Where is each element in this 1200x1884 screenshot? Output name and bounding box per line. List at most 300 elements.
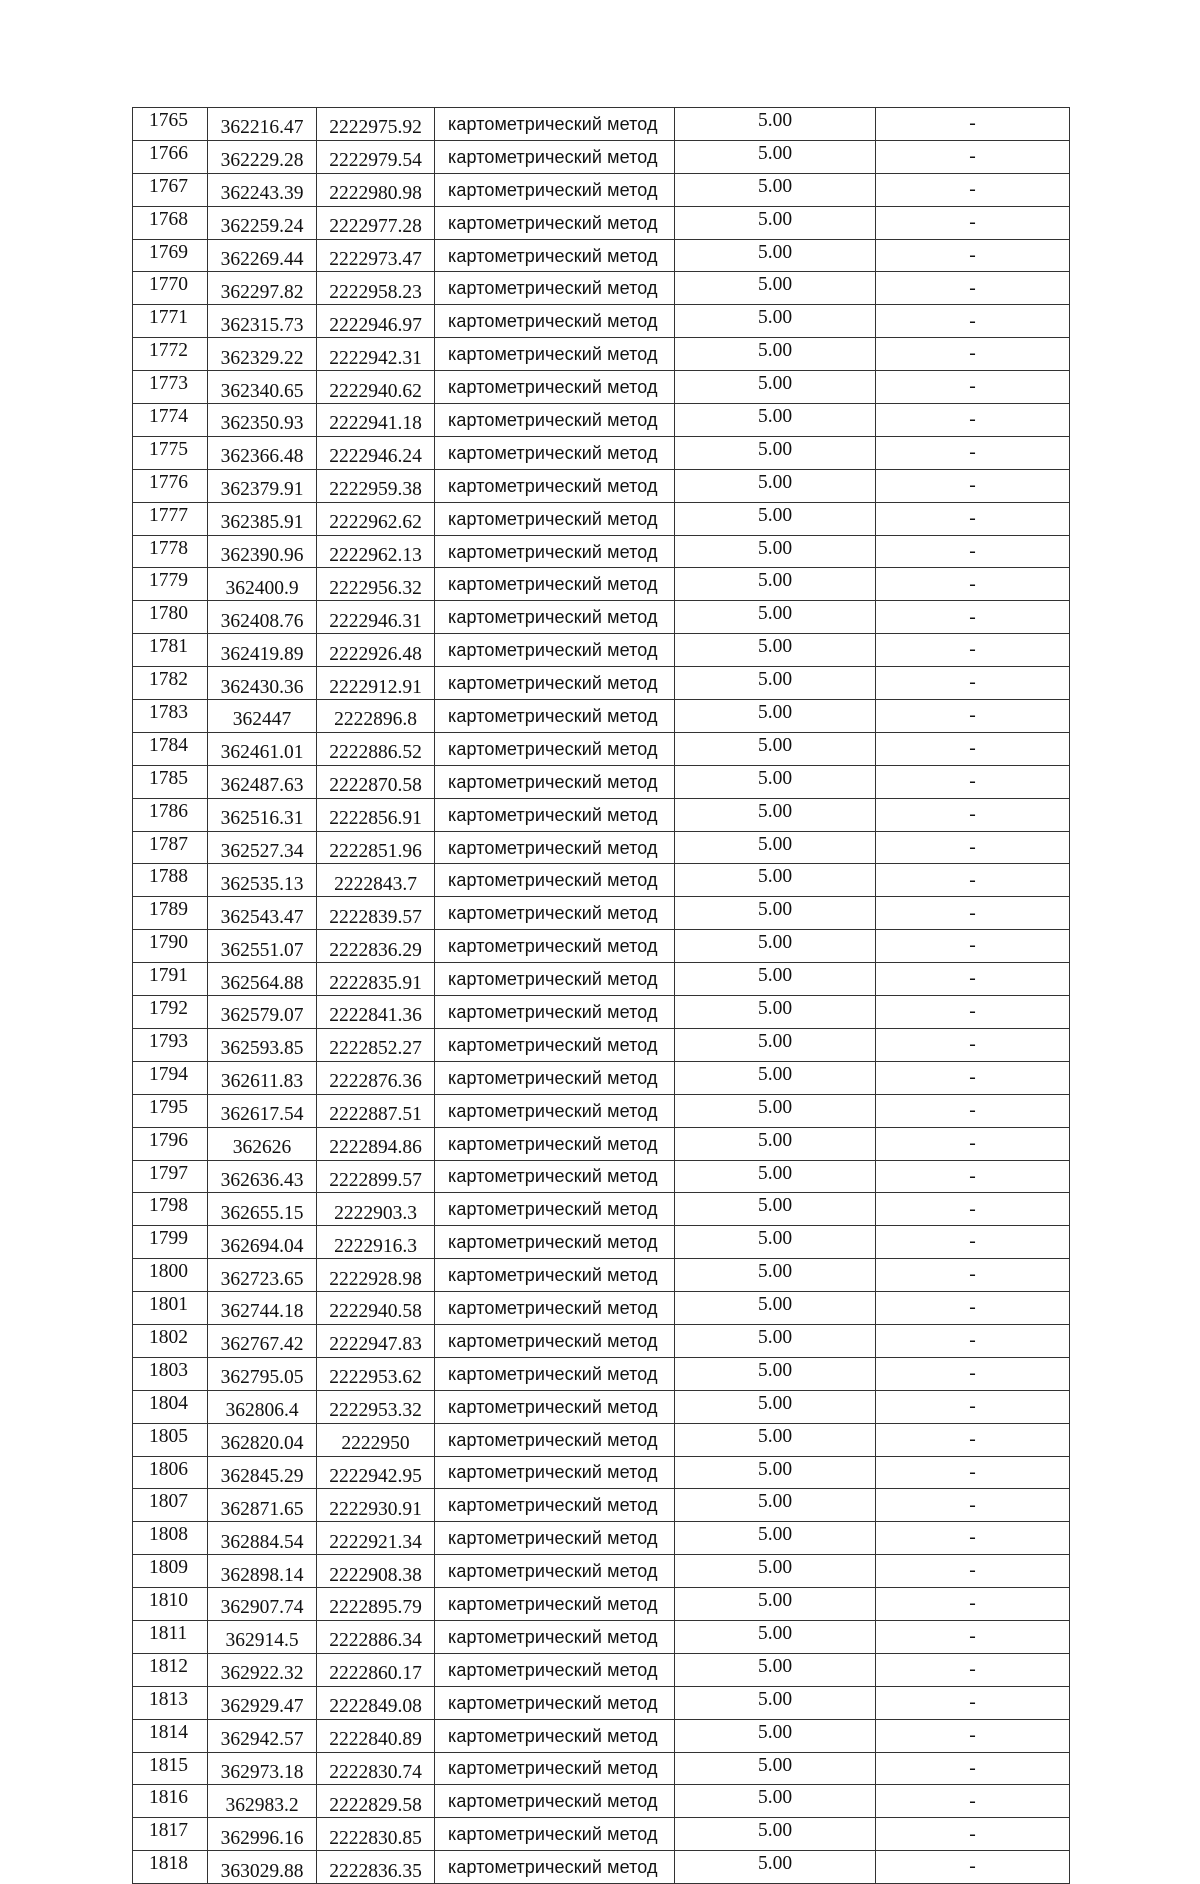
point-number-cell: 1791 xyxy=(133,963,208,996)
y-coordinate-cell: 2222852.27 xyxy=(317,1028,435,1061)
point-number-cell: 1766 xyxy=(133,140,208,173)
point-number-cell: 1790 xyxy=(133,930,208,963)
y-coordinate-cell: 2222942.31 xyxy=(317,338,435,371)
method-cell: картометрический метод xyxy=(435,1390,675,1423)
x-coordinate-cell: 362408.76 xyxy=(208,601,317,634)
method-cell: картометрический метод xyxy=(435,206,675,239)
y-coordinate-cell: 2222860.17 xyxy=(317,1653,435,1686)
table-row xyxy=(133,1719,1070,1752)
table-row xyxy=(133,239,1070,272)
method-cell: картометрический метод xyxy=(435,535,675,568)
point-number-cell: 1811 xyxy=(133,1620,208,1653)
description-cell: - xyxy=(876,1423,1070,1456)
precision-cell: 5.00 xyxy=(675,1752,876,1785)
description-cell: - xyxy=(876,897,1070,930)
x-coordinate-cell: 362390.96 xyxy=(208,535,317,568)
description-cell: - xyxy=(876,140,1070,173)
table-row xyxy=(133,173,1070,206)
description-cell: - xyxy=(876,1686,1070,1719)
precision-cell: 5.00 xyxy=(675,1785,876,1818)
description-cell: - xyxy=(876,1324,1070,1357)
precision-cell: 5.00 xyxy=(675,963,876,996)
point-number-cell: 1804 xyxy=(133,1390,208,1423)
point-number-cell: 1793 xyxy=(133,1028,208,1061)
method-cell: картометрический метод xyxy=(435,1160,675,1193)
table-row xyxy=(133,140,1070,173)
table-row xyxy=(133,1259,1070,1292)
description-cell: - xyxy=(876,732,1070,765)
y-coordinate-cell: 2222916.3 xyxy=(317,1226,435,1259)
precision-cell: 5.00 xyxy=(675,1259,876,1292)
table-row xyxy=(133,1160,1070,1193)
table-row xyxy=(133,1653,1070,1686)
point-number-cell: 1796 xyxy=(133,1127,208,1160)
y-coordinate-cell: 2222958.23 xyxy=(317,272,435,305)
precision-cell: 5.00 xyxy=(675,1390,876,1423)
description-cell: - xyxy=(876,1292,1070,1325)
method-cell: картометрический метод xyxy=(435,1719,675,1752)
table-row xyxy=(133,1390,1070,1423)
point-number-cell: 1797 xyxy=(133,1160,208,1193)
y-coordinate-cell: 2222835.91 xyxy=(317,963,435,996)
table-row xyxy=(133,272,1070,305)
x-coordinate-cell: 362626 xyxy=(208,1127,317,1160)
method-cell: картометрический метод xyxy=(435,173,675,206)
description-cell: - xyxy=(876,173,1070,206)
y-coordinate-cell: 2222980.98 xyxy=(317,173,435,206)
method-cell: картометрический метод xyxy=(435,996,675,1029)
y-coordinate-cell: 2222899.57 xyxy=(317,1160,435,1193)
x-coordinate-cell: 362579.07 xyxy=(208,996,317,1029)
precision-cell: 5.00 xyxy=(675,1094,876,1127)
table-row xyxy=(133,897,1070,930)
description-cell: - xyxy=(876,535,1070,568)
table-row xyxy=(133,732,1070,765)
method-cell: картометрический метод xyxy=(435,1818,675,1851)
description-cell: - xyxy=(876,798,1070,831)
point-number-cell: 1781 xyxy=(133,634,208,667)
y-coordinate-cell: 2222946.24 xyxy=(317,436,435,469)
method-cell: картометрический метод xyxy=(435,305,675,338)
y-coordinate-cell: 2222973.47 xyxy=(317,239,435,272)
point-number-cell: 1814 xyxy=(133,1719,208,1752)
table-row xyxy=(133,798,1070,831)
method-cell: картометрический метод xyxy=(435,1028,675,1061)
precision-cell: 5.00 xyxy=(675,239,876,272)
description-cell: - xyxy=(876,1061,1070,1094)
table-row xyxy=(133,667,1070,700)
method-cell: картометрический метод xyxy=(435,568,675,601)
precision-cell: 5.00 xyxy=(675,798,876,831)
x-coordinate-cell: 362366.48 xyxy=(208,436,317,469)
precision-cell: 5.00 xyxy=(675,535,876,568)
y-coordinate-cell: 2222856.91 xyxy=(317,798,435,831)
precision-cell: 5.00 xyxy=(675,305,876,338)
method-cell: картометрический метод xyxy=(435,1588,675,1621)
description-cell: - xyxy=(876,1390,1070,1423)
description-cell: - xyxy=(876,239,1070,272)
x-coordinate-cell: 362820.04 xyxy=(208,1423,317,1456)
x-coordinate-cell: 362694.04 xyxy=(208,1226,317,1259)
point-number-cell: 1765 xyxy=(133,108,208,141)
description-cell: - xyxy=(876,1028,1070,1061)
method-cell: картометрический метод xyxy=(435,667,675,700)
point-number-cell: 1785 xyxy=(133,765,208,798)
method-cell: картометрический метод xyxy=(435,1127,675,1160)
description-cell: - xyxy=(876,1588,1070,1621)
table-row xyxy=(133,1324,1070,1357)
method-cell: картометрический метод xyxy=(435,700,675,733)
x-coordinate-cell: 362655.15 xyxy=(208,1193,317,1226)
x-coordinate-cell: 363029.88 xyxy=(208,1851,317,1884)
precision-cell: 5.00 xyxy=(675,1851,876,1884)
point-number-cell: 1768 xyxy=(133,206,208,239)
x-coordinate-cell: 362243.39 xyxy=(208,173,317,206)
y-coordinate-cell: 2222946.97 xyxy=(317,305,435,338)
point-number-cell: 1776 xyxy=(133,469,208,502)
description-cell: - xyxy=(876,765,1070,798)
method-cell: картометрический метод xyxy=(435,1357,675,1390)
description-cell: - xyxy=(876,1620,1070,1653)
y-coordinate-cell: 2222849.08 xyxy=(317,1686,435,1719)
y-coordinate-cell: 2222962.62 xyxy=(317,502,435,535)
y-coordinate-cell: 2222836.35 xyxy=(317,1851,435,1884)
description-cell: - xyxy=(876,1555,1070,1588)
description-cell: - xyxy=(876,1522,1070,1555)
table-row xyxy=(133,502,1070,535)
y-coordinate-cell: 2222851.96 xyxy=(317,831,435,864)
table-row xyxy=(133,1851,1070,1884)
table-row xyxy=(133,404,1070,437)
table-row xyxy=(133,1818,1070,1851)
x-coordinate-cell: 362487.63 xyxy=(208,765,317,798)
precision-cell: 5.00 xyxy=(675,1061,876,1094)
y-coordinate-cell: 2222947.83 xyxy=(317,1324,435,1357)
point-number-cell: 1783 xyxy=(133,700,208,733)
method-cell: картометрический метод xyxy=(435,1522,675,1555)
y-coordinate-cell: 2222829.58 xyxy=(317,1785,435,1818)
table-row xyxy=(133,305,1070,338)
method-cell: картометрический метод xyxy=(435,765,675,798)
table-row xyxy=(133,996,1070,1029)
precision-cell: 5.00 xyxy=(675,1620,876,1653)
precision-cell: 5.00 xyxy=(675,1193,876,1226)
point-number-cell: 1777 xyxy=(133,502,208,535)
x-coordinate-cell: 362871.65 xyxy=(208,1489,317,1522)
precision-cell: 5.00 xyxy=(675,436,876,469)
method-cell: картометрический метод xyxy=(435,1785,675,1818)
method-cell: картометрический метод xyxy=(435,108,675,141)
table-row xyxy=(133,1555,1070,1588)
point-number-cell: 1795 xyxy=(133,1094,208,1127)
point-number-cell: 1800 xyxy=(133,1259,208,1292)
precision-cell: 5.00 xyxy=(675,667,876,700)
precision-cell: 5.00 xyxy=(675,272,876,305)
method-cell: картометрический метод xyxy=(435,1423,675,1456)
y-coordinate-cell: 2222830.74 xyxy=(317,1752,435,1785)
y-coordinate-cell: 2222962.13 xyxy=(317,535,435,568)
x-coordinate-cell: 362229.28 xyxy=(208,140,317,173)
table-row xyxy=(133,1752,1070,1785)
precision-cell: 5.00 xyxy=(675,108,876,141)
precision-cell: 5.00 xyxy=(675,404,876,437)
y-coordinate-cell: 2222894.86 xyxy=(317,1127,435,1160)
table-row xyxy=(133,436,1070,469)
precision-cell: 5.00 xyxy=(675,732,876,765)
x-coordinate-cell: 362329.22 xyxy=(208,338,317,371)
method-cell: картометрический метод xyxy=(435,502,675,535)
y-coordinate-cell: 2222942.95 xyxy=(317,1456,435,1489)
point-number-cell: 1816 xyxy=(133,1785,208,1818)
precision-cell: 5.00 xyxy=(675,1653,876,1686)
table-row xyxy=(133,1686,1070,1719)
table-row xyxy=(133,371,1070,404)
description-cell: - xyxy=(876,502,1070,535)
table-row xyxy=(133,1094,1070,1127)
point-number-cell: 1774 xyxy=(133,404,208,437)
y-coordinate-cell: 2222946.31 xyxy=(317,601,435,634)
precision-cell: 5.00 xyxy=(675,700,876,733)
x-coordinate-cell: 362543.47 xyxy=(208,897,317,930)
point-number-cell: 1773 xyxy=(133,371,208,404)
description-cell: - xyxy=(876,1127,1070,1160)
description-cell: - xyxy=(876,1259,1070,1292)
method-cell: картометрический метод xyxy=(435,1555,675,1588)
coordinates-table-body xyxy=(133,108,1070,1884)
point-number-cell: 1780 xyxy=(133,601,208,634)
y-coordinate-cell: 2222886.34 xyxy=(317,1620,435,1653)
description-cell: - xyxy=(876,1456,1070,1489)
x-coordinate-cell: 362744.18 xyxy=(208,1292,317,1325)
point-number-cell: 1772 xyxy=(133,338,208,371)
method-cell: картометрический метод xyxy=(435,930,675,963)
description-cell: - xyxy=(876,1489,1070,1522)
precision-cell: 5.00 xyxy=(675,897,876,930)
x-coordinate-cell: 362269.44 xyxy=(208,239,317,272)
method-cell: картометрический метод xyxy=(435,371,675,404)
precision-cell: 5.00 xyxy=(675,1719,876,1752)
point-number-cell: 1778 xyxy=(133,535,208,568)
description-cell: - xyxy=(876,963,1070,996)
y-coordinate-cell: 2222876.36 xyxy=(317,1061,435,1094)
description-cell: - xyxy=(876,469,1070,502)
point-number-cell: 1812 xyxy=(133,1653,208,1686)
point-number-cell: 1770 xyxy=(133,272,208,305)
description-cell: - xyxy=(876,601,1070,634)
point-number-cell: 1806 xyxy=(133,1456,208,1489)
x-coordinate-cell: 362723.65 xyxy=(208,1259,317,1292)
precision-cell: 5.00 xyxy=(675,1818,876,1851)
method-cell: картометрический метод xyxy=(435,272,675,305)
precision-cell: 5.00 xyxy=(675,831,876,864)
x-coordinate-cell: 362315.73 xyxy=(208,305,317,338)
description-cell: - xyxy=(876,1818,1070,1851)
precision-cell: 5.00 xyxy=(675,206,876,239)
precision-cell: 5.00 xyxy=(675,502,876,535)
y-coordinate-cell: 2222886.52 xyxy=(317,732,435,765)
precision-cell: 5.00 xyxy=(675,1522,876,1555)
x-coordinate-cell: 362636.43 xyxy=(208,1160,317,1193)
x-coordinate-cell: 362907.74 xyxy=(208,1588,317,1621)
x-coordinate-cell: 362430.36 xyxy=(208,667,317,700)
y-coordinate-cell: 2222953.62 xyxy=(317,1357,435,1390)
description-cell: - xyxy=(876,1193,1070,1226)
point-number-cell: 1813 xyxy=(133,1686,208,1719)
x-coordinate-cell: 362942.57 xyxy=(208,1719,317,1752)
x-coordinate-cell: 362535.13 xyxy=(208,864,317,897)
table-row xyxy=(133,469,1070,502)
description-cell: - xyxy=(876,338,1070,371)
method-cell: картометрический метод xyxy=(435,404,675,437)
table-row xyxy=(133,765,1070,798)
y-coordinate-cell: 2222896.8 xyxy=(317,700,435,733)
method-cell: картометрический метод xyxy=(435,1193,675,1226)
description-cell: - xyxy=(876,667,1070,700)
x-coordinate-cell: 362914.5 xyxy=(208,1620,317,1653)
description-cell: - xyxy=(876,1851,1070,1884)
y-coordinate-cell: 2222840.89 xyxy=(317,1719,435,1752)
method-cell: картометрический метод xyxy=(435,732,675,765)
table-row xyxy=(133,1193,1070,1226)
x-coordinate-cell: 362767.42 xyxy=(208,1324,317,1357)
description-cell: - xyxy=(876,1653,1070,1686)
y-coordinate-cell: 2222908.38 xyxy=(317,1555,435,1588)
precision-cell: 5.00 xyxy=(675,1292,876,1325)
precision-cell: 5.00 xyxy=(675,1357,876,1390)
table-row xyxy=(133,1127,1070,1160)
description-cell: - xyxy=(876,1226,1070,1259)
description-cell: - xyxy=(876,1357,1070,1390)
x-coordinate-cell: 362996.16 xyxy=(208,1818,317,1851)
table-row xyxy=(133,1620,1070,1653)
x-coordinate-cell: 362447 xyxy=(208,700,317,733)
method-cell: картометрический метод xyxy=(435,1259,675,1292)
x-coordinate-cell: 362516.31 xyxy=(208,798,317,831)
x-coordinate-cell: 362350.93 xyxy=(208,404,317,437)
table-row xyxy=(133,206,1070,239)
description-cell: - xyxy=(876,700,1070,733)
method-cell: картометрический метод xyxy=(435,1653,675,1686)
method-cell: картометрический метод xyxy=(435,469,675,502)
table-row xyxy=(133,963,1070,996)
y-coordinate-cell: 2222928.98 xyxy=(317,1259,435,1292)
precision-cell: 5.00 xyxy=(675,930,876,963)
point-number-cell: 1802 xyxy=(133,1324,208,1357)
point-number-cell: 1792 xyxy=(133,996,208,1029)
point-number-cell: 1808 xyxy=(133,1522,208,1555)
table-row xyxy=(133,1028,1070,1061)
method-cell: картометрический метод xyxy=(435,601,675,634)
point-number-cell: 1788 xyxy=(133,864,208,897)
method-cell: картометрический метод xyxy=(435,239,675,272)
precision-cell: 5.00 xyxy=(675,1127,876,1160)
x-coordinate-cell: 362340.65 xyxy=(208,371,317,404)
table-row xyxy=(133,1588,1070,1621)
x-coordinate-cell: 362379.91 xyxy=(208,469,317,502)
point-number-cell: 1786 xyxy=(133,798,208,831)
table-row xyxy=(133,1292,1070,1325)
description-cell: - xyxy=(876,404,1070,437)
precision-cell: 5.00 xyxy=(675,765,876,798)
table-row xyxy=(133,634,1070,667)
precision-cell: 5.00 xyxy=(675,1456,876,1489)
description-cell: - xyxy=(876,568,1070,601)
precision-cell: 5.00 xyxy=(675,338,876,371)
method-cell: картометрический метод xyxy=(435,1456,675,1489)
y-coordinate-cell: 2222940.62 xyxy=(317,371,435,404)
method-cell: картометрический метод xyxy=(435,436,675,469)
table-row xyxy=(133,1423,1070,1456)
table-row xyxy=(133,1061,1070,1094)
precision-cell: 5.00 xyxy=(675,864,876,897)
method-cell: картометрический метод xyxy=(435,634,675,667)
table-row xyxy=(133,864,1070,897)
description-cell: - xyxy=(876,272,1070,305)
description-cell: - xyxy=(876,436,1070,469)
x-coordinate-cell: 362617.54 xyxy=(208,1094,317,1127)
precision-cell: 5.00 xyxy=(675,173,876,206)
method-cell: картометрический метод xyxy=(435,1292,675,1325)
x-coordinate-cell: 362806.4 xyxy=(208,1390,317,1423)
method-cell: картометрический метод xyxy=(435,1686,675,1719)
x-coordinate-cell: 362593.85 xyxy=(208,1028,317,1061)
coordinates-table xyxy=(132,107,1070,1884)
table-row xyxy=(133,930,1070,963)
x-coordinate-cell: 362929.47 xyxy=(208,1686,317,1719)
description-cell: - xyxy=(876,206,1070,239)
description-cell: - xyxy=(876,930,1070,963)
table-row xyxy=(133,535,1070,568)
table-row xyxy=(133,1522,1070,1555)
y-coordinate-cell: 2222903.3 xyxy=(317,1193,435,1226)
x-coordinate-cell: 362564.88 xyxy=(208,963,317,996)
point-number-cell: 1784 xyxy=(133,732,208,765)
point-number-cell: 1807 xyxy=(133,1489,208,1522)
x-coordinate-cell: 362884.54 xyxy=(208,1522,317,1555)
method-cell: картометрический метод xyxy=(435,831,675,864)
precision-cell: 5.00 xyxy=(675,469,876,502)
y-coordinate-cell: 2222940.58 xyxy=(317,1292,435,1325)
y-coordinate-cell: 2222912.91 xyxy=(317,667,435,700)
table-row xyxy=(133,1226,1070,1259)
x-coordinate-cell: 362259.24 xyxy=(208,206,317,239)
x-coordinate-cell: 362400.9 xyxy=(208,568,317,601)
y-coordinate-cell: 2222950 xyxy=(317,1423,435,1456)
y-coordinate-cell: 2222830.85 xyxy=(317,1818,435,1851)
y-coordinate-cell: 2222921.34 xyxy=(317,1522,435,1555)
method-cell: картометрический метод xyxy=(435,897,675,930)
description-cell: - xyxy=(876,996,1070,1029)
x-coordinate-cell: 362898.14 xyxy=(208,1555,317,1588)
precision-cell: 5.00 xyxy=(675,1489,876,1522)
method-cell: картометрический метод xyxy=(435,1851,675,1884)
precision-cell: 5.00 xyxy=(675,1555,876,1588)
precision-cell: 5.00 xyxy=(675,996,876,1029)
description-cell: - xyxy=(876,864,1070,897)
description-cell: - xyxy=(876,1785,1070,1818)
table-row xyxy=(133,1357,1070,1390)
y-coordinate-cell: 2222959.38 xyxy=(317,469,435,502)
precision-cell: 5.00 xyxy=(675,1686,876,1719)
table-row xyxy=(133,338,1070,371)
x-coordinate-cell: 362973.18 xyxy=(208,1752,317,1785)
point-number-cell: 1815 xyxy=(133,1752,208,1785)
description-cell: - xyxy=(876,831,1070,864)
x-coordinate-cell: 362551.07 xyxy=(208,930,317,963)
point-number-cell: 1801 xyxy=(133,1292,208,1325)
y-coordinate-cell: 2222977.28 xyxy=(317,206,435,239)
method-cell: картометрический метод xyxy=(435,140,675,173)
